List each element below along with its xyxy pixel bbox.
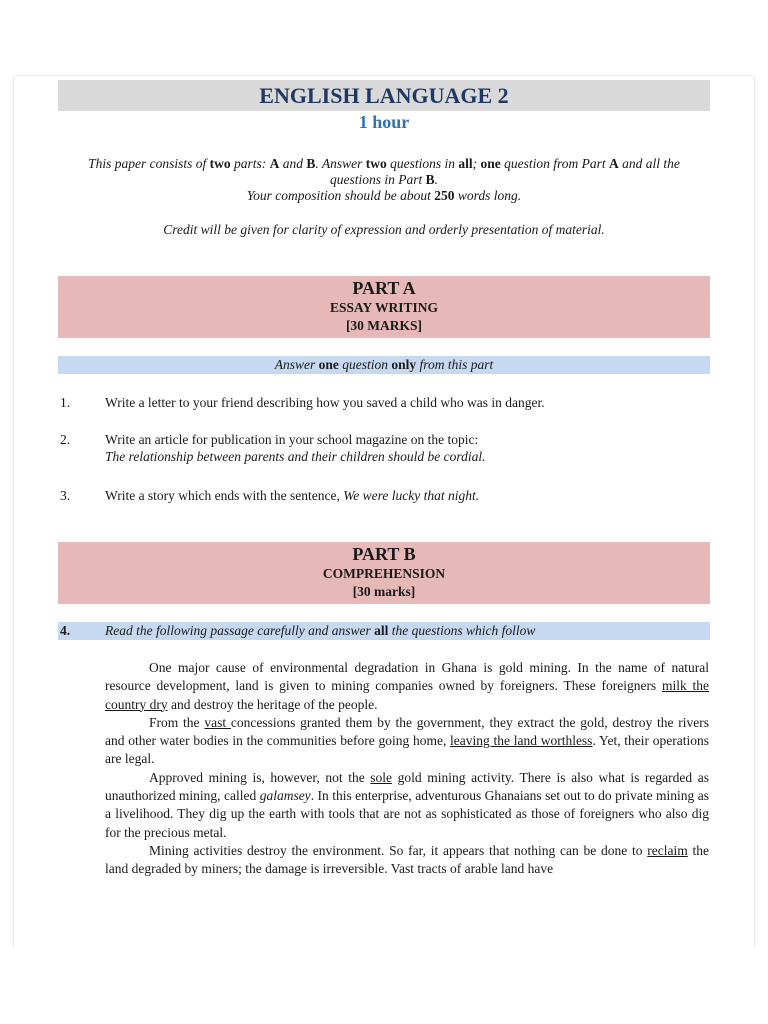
part-a-subtitle: ESSAY WRITING bbox=[330, 300, 438, 315]
part-b-title: PART B bbox=[352, 544, 416, 564]
exam-duration: 1 hour bbox=[358, 112, 410, 132]
question-number: 4. bbox=[60, 623, 71, 638]
question-line: Write an article for publication in your school magazine on the topic: bbox=[105, 432, 479, 447]
question-line: Write a story which ends with the sentence, bbox=[105, 488, 344, 503]
passage-paragraph bbox=[105, 769, 709, 842]
instr-text: A bbox=[269, 156, 280, 171]
underlined-phrase: vast bbox=[204, 714, 231, 730]
passage-text: . In this enterprise, adventurous Ghanaians set out to do private mining as a livelihood. They dig up the earth with tools that are not as sophisticated as those of foreigners who also dig for the precious metal. bbox=[105, 788, 710, 840]
part-a-header bbox=[58, 276, 710, 338]
part-a-marks: [30 MARKS] bbox=[345, 318, 423, 333]
underlined-phrase: milk the country dry bbox=[105, 678, 709, 712]
part-a-instruction bbox=[58, 356, 710, 374]
comprehension-passage bbox=[105, 659, 709, 879]
instr-text: all bbox=[458, 156, 473, 171]
instr-text: one bbox=[480, 156, 501, 171]
part-b-marks: [30 marks] bbox=[352, 584, 416, 599]
passage-paragraph bbox=[105, 659, 709, 714]
instr-text: A bbox=[609, 156, 619, 171]
note-text: Read the following passage carefully and answer bbox=[105, 623, 375, 638]
note-text: only bbox=[391, 357, 417, 372]
passage-text: One major cause of environmental degradation in Ghana is gold mining. In the name of natural resource development, land is given to mining companies owned by foreigners. These foreigners bbox=[105, 660, 709, 694]
instr-text: B bbox=[425, 172, 435, 187]
part-b-instruction bbox=[58, 622, 710, 640]
instr-text: two bbox=[209, 156, 231, 171]
instr-text: and all the bbox=[618, 156, 680, 171]
instr-text: and bbox=[279, 156, 307, 171]
instructions-block bbox=[58, 156, 710, 204]
instr-text: ; bbox=[472, 156, 481, 171]
viewer-top-margin bbox=[0, 0, 768, 76]
passage-text: Approved mining is, however, not the bbox=[149, 769, 371, 785]
instr-text: words long. bbox=[454, 188, 522, 203]
instr-text: question from Part bbox=[500, 156, 610, 171]
instr-text: questions in bbox=[386, 156, 459, 171]
question-ending: We were lucky that night. bbox=[343, 488, 480, 503]
passage-text: Mining activities destroy the environment. So far, it appears that nothing can be done to bbox=[149, 842, 648, 858]
passage-text: . Yet, their operations are legal. bbox=[105, 733, 709, 767]
instr-text: This paper consists of bbox=[88, 156, 210, 171]
question-number: 2. bbox=[60, 432, 71, 447]
part-b-header bbox=[58, 542, 710, 604]
part-b-subtitle: COMPREHENSION bbox=[322, 566, 446, 581]
passage-text: gold mining activity. There is also what is regarded as unauthorized mining, called bbox=[105, 769, 709, 804]
instr-text: parts: bbox=[230, 156, 270, 171]
instr-text: Your composition should be about bbox=[246, 188, 435, 203]
instr-text: . Answer bbox=[315, 156, 366, 171]
passage-text: the land degraded by miners; the damage is irreversible. Vast tracts of arable land have bbox=[105, 842, 709, 877]
note-text: question bbox=[338, 357, 392, 372]
part-b-note bbox=[105, 622, 535, 640]
question-text bbox=[105, 431, 705, 465]
note-text: all bbox=[374, 623, 389, 638]
underlined-phrase: reclaim bbox=[647, 842, 688, 858]
instr-text: two bbox=[365, 156, 387, 171]
passage-text: From the bbox=[149, 714, 205, 730]
underlined-phrase: leaving the land worthless bbox=[450, 733, 593, 749]
note-text: from this part bbox=[416, 357, 494, 372]
instr-text: questions in Part bbox=[329, 172, 426, 187]
part-a-title: PART A bbox=[352, 278, 416, 298]
passage-text: and destroy the heritage of the people. bbox=[167, 696, 378, 712]
viewer-bottom-margin bbox=[0, 948, 768, 1024]
question-number: 3. bbox=[60, 488, 71, 503]
question-number: 1. bbox=[60, 395, 71, 410]
credit-note: Credit will be given for clarity of expression and orderly presentation of material. bbox=[163, 222, 605, 237]
italic-term: galamsey bbox=[259, 788, 311, 804]
note-text: Answer bbox=[274, 357, 319, 372]
page-title: ENGLISH LANGUAGE 2 bbox=[58, 80, 710, 111]
instr-text: B bbox=[306, 156, 316, 171]
underlined-phrase: sole bbox=[370, 769, 393, 785]
note-text: the questions which follow bbox=[388, 623, 536, 638]
question-topic: The relationship between parents and their children should be cordial. bbox=[105, 449, 486, 464]
question-text: Write a letter to your friend describing how you saved a child who was in danger. bbox=[105, 395, 545, 410]
passage-text: concessions granted them by the government, they extract the gold, destroy the rivers and other water bodies in the communities before going home, bbox=[105, 714, 710, 749]
document-page bbox=[14, 76, 754, 948]
question-text bbox=[105, 487, 705, 504]
instr-text: . bbox=[434, 172, 439, 187]
note-text: one bbox=[318, 357, 339, 372]
passage-paragraph bbox=[105, 714, 709, 769]
passage-paragraph bbox=[105, 842, 709, 879]
instr-text: 250 bbox=[434, 188, 455, 203]
